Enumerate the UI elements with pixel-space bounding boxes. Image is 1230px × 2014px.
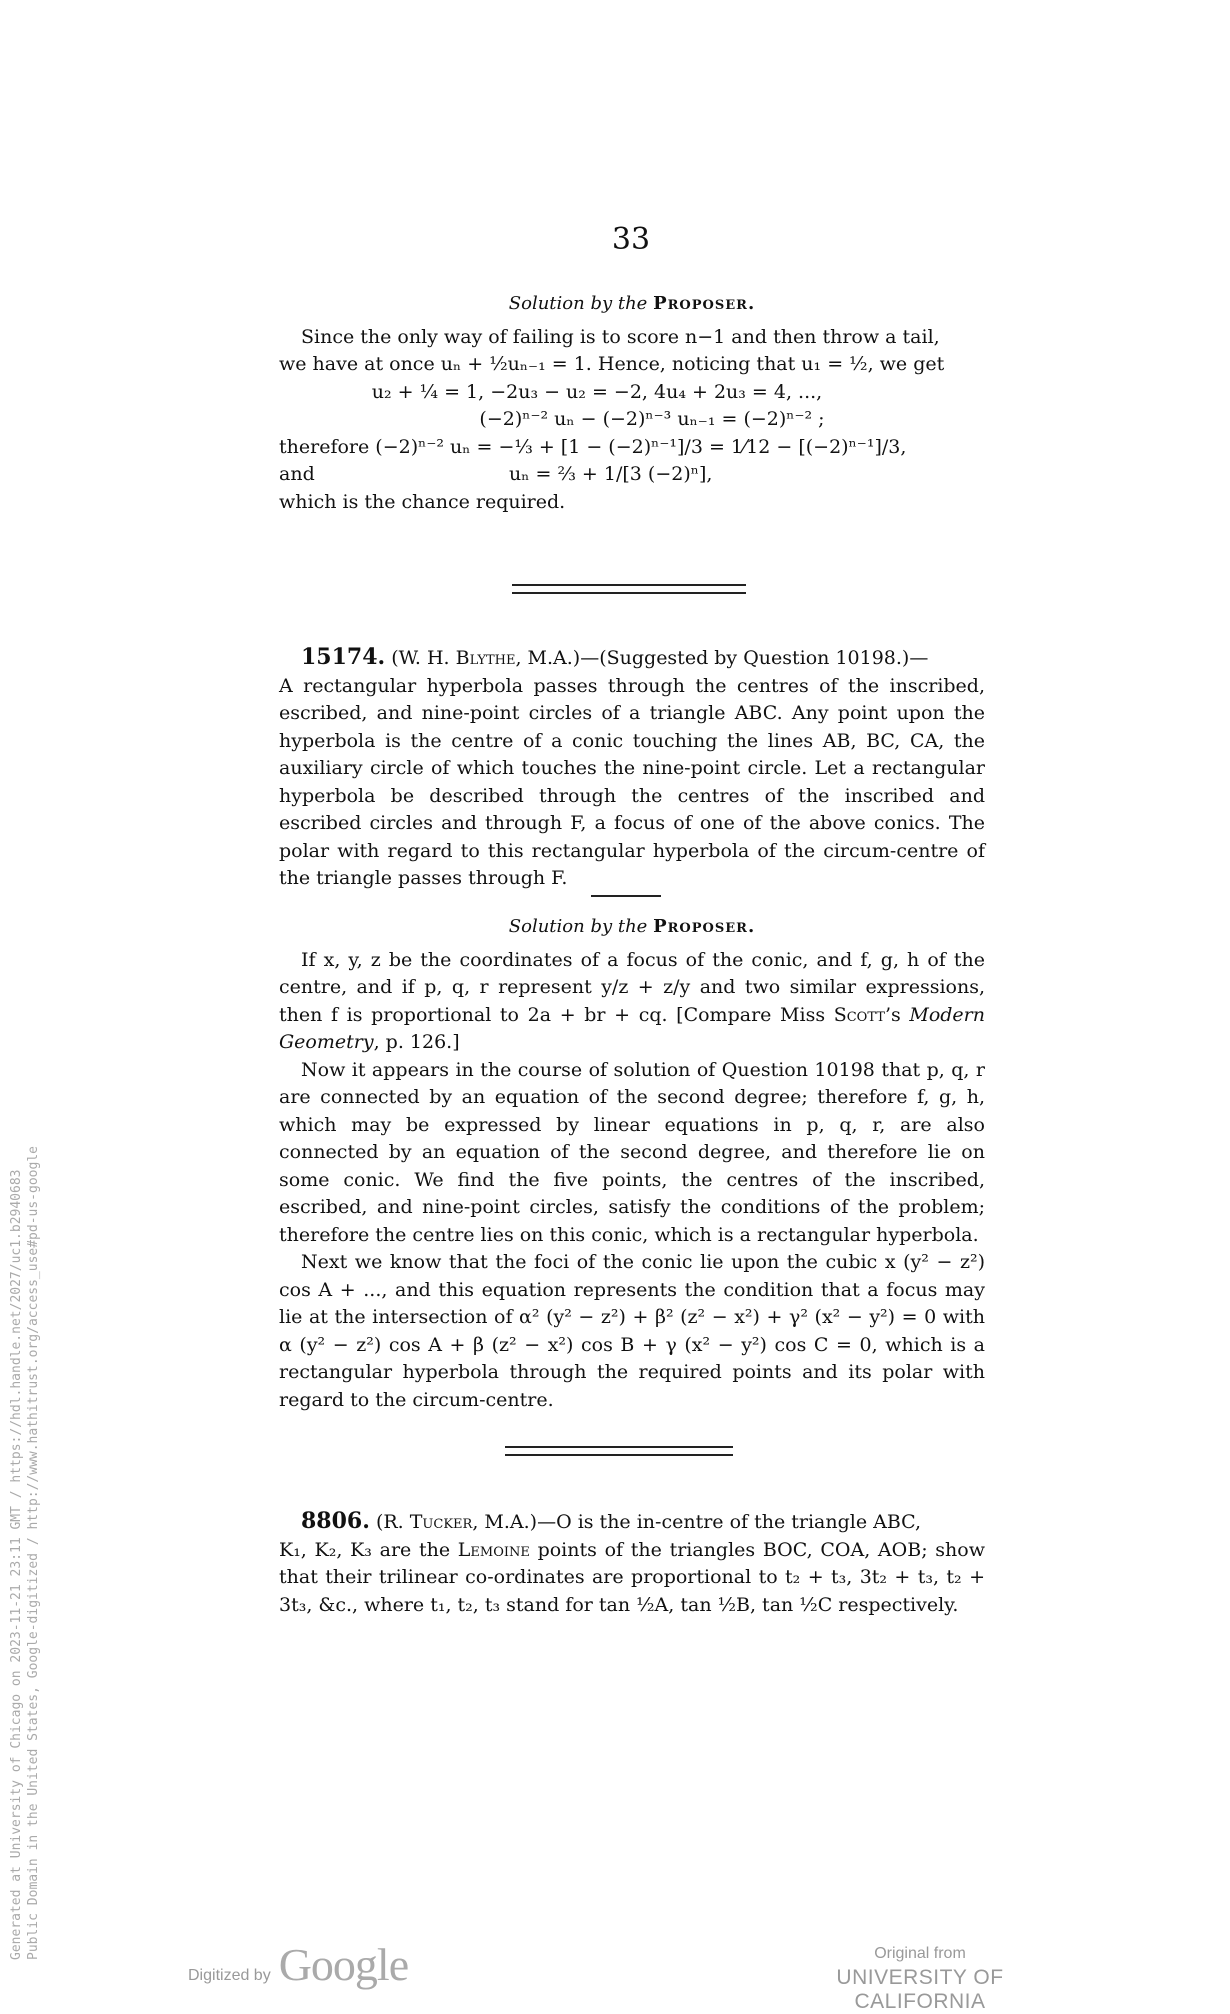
question-8806 bbox=[279, 1508, 985, 1619]
closing-line: which is the chance required. bbox=[279, 490, 566, 513]
equation-1: u₂ + ¼ = 1, −2u₃ − u₂ = −2, 4u₄ + 2u₃ = 4, ..., bbox=[371, 380, 823, 403]
question-body-2: K₁, K₂, K₃ are the Lemoine points of the triangles BOC, COA, AOB; show that their trilinear co-ordinates are proportional to t₂ + t₃, 3t₂ + t₃, t₂ + 3t₃, &c., where t₁, t₂, t₃ stand for tan ½A, tan ½B, tan ½C respectively. bbox=[279, 1538, 985, 1616]
author-name-2: Tucker bbox=[409, 1511, 473, 1533]
solution-paragraph-3: Next we know that the foci of the conic lie upon the cubic x (y² − z²) cos A + ..., and this equation represents the condition that a focus may lie at the intersection of α² (y² − z²) + β² (z² − x²) + γ² (x² − y²) = 0 with α (y² − z²) cos A + β (z² − x²) cos B + γ (x² − y²) cos C = 0, which is a rectangular hyperbola through the required points and its polar with regard to the circum-centre. bbox=[279, 1251, 985, 1411]
section-divider-2 bbox=[505, 1446, 733, 1456]
question-number-2: 8806. bbox=[301, 1508, 370, 1534]
short-divider bbox=[591, 895, 661, 897]
solution-section-2 bbox=[279, 913, 985, 1414]
question-header: 15174. (W. H. Blythe, M.A.)—(Suggested by Question 10198.)— bbox=[301, 644, 929, 670]
book-title: Modern Geometry bbox=[279, 1003, 985, 1053]
hathitrust-watermark: Generated at University of Chicago on 2023-11-21 23:11 GMT / https://hdl.handle.net/2027/uc1.b2940683 Public Domain in the United States, Google-digitized / http://www.hathitrust.org/access_use#pd-us-google bbox=[9, 1146, 41, 1960]
solution-section-1 bbox=[279, 290, 985, 516]
solution-paragraph-2: Now it appears in the course of solution of Question 10198 that p, q, r are connected by an equation of the second degree; therefore f, g, h, which may be expressed by linear equations in p, q, r, are also connected by an equation of the second degree, and therefore lie on some conic. We find the five points, the centres of the inscribed, escribed, and nine-point circles, satisfy the conditions of the problem; therefore the centre lies on this conic, which is a rectangular hyperbola. bbox=[279, 1058, 985, 1246]
author-name: Blythe bbox=[455, 647, 516, 669]
institution-name: UNIVERSITY OF CALIFORNIA bbox=[836, 1966, 1004, 2013]
solution-heading-2: Solution by the Proposer. bbox=[508, 916, 756, 937]
google-logo: Google bbox=[278, 1939, 409, 1990]
equation-2: (−2)ⁿ⁻² uₙ − (−2)ⁿ⁻³ uₙ₋₁ = (−2)ⁿ⁻² ; bbox=[479, 408, 825, 430]
solution-paragraph: Since the only way of failing is to score n−1 and then throw a tail, bbox=[301, 325, 940, 348]
section-divider bbox=[512, 584, 746, 594]
digitized-by-google: Digitized by Google bbox=[188, 1939, 409, 1990]
question-number: 15174. bbox=[301, 644, 386, 670]
original-from: Original from UNIVERSITY OF CALIFORNIA bbox=[780, 1945, 1060, 2014]
solution-heading-1: Solution by the Proposer. bbox=[508, 293, 756, 314]
page-number: 33 bbox=[611, 222, 651, 257]
question-15174 bbox=[279, 644, 985, 893]
question-header-2: 8806. (R. Tucker, M.A.)—O is the in-centre of the triangle ABC, bbox=[301, 1508, 922, 1534]
equation-4: and uₙ = ⅔ + 1/[3 (−2)ⁿ], bbox=[279, 463, 713, 485]
solution-paragraph-cont: we have at once uₙ + ½uₙ₋₁ = 1. Hence, noticing that u₁ = ½, we get bbox=[279, 353, 945, 375]
question-body: A rectangular hyperbola passes through the centres of the inscribed, escribed, and nine-point circles of a triangle ABC. Any point upon the hyperbola is the centre of a conic touching the lines AB, BC, CA, the auxiliary circle of which touches the nine-point circle. Let a rectangular hyperbola be described through the centres of the inscribed and escribed circles and through F, a focus of one of the above conics. The polar with regard to this rectangular hyperbola of the circum-centre of the triangle passes through F. bbox=[279, 674, 985, 889]
solution-paragraph-1: If x, y, z be the coordinates of a focus of the conic, and f, g, h of the centre, and if p, q, r represent y/z + z/y and two similar expressions, then f is proportional to 2a + br + cq. [Compare Miss Scott’s Modern Geometry, p. 126.] bbox=[279, 948, 985, 1053]
equation-3: therefore (−2)ⁿ⁻² uₙ = −⅓ + [1 − (−2)ⁿ⁻¹]/3 = 1⁄12 − [(−2)ⁿ⁻¹]/3, bbox=[279, 435, 907, 458]
